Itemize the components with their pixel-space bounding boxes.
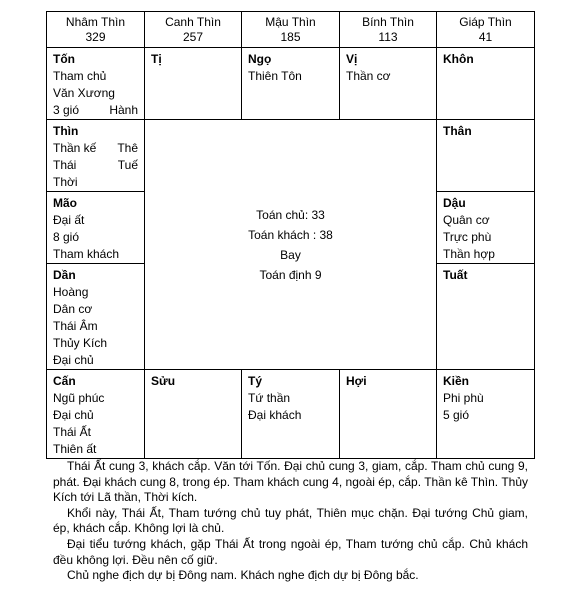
cell-line: Đại khách xyxy=(248,408,302,422)
cell-ngo xyxy=(242,48,340,120)
cell-line: Đại chủ xyxy=(53,353,94,367)
center-line: Toán chủ: 33 xyxy=(256,207,325,222)
paragraph: Thái Ất cung 3, khách cắp. Văn tới Tốn. Đại chủ cung 3, giam, cắp. Tham chủ cung 9, phát. Đại khách cung 8, trong ép. Tham khách cung 4, ngoài ép, cắp. Thần kê Thìn. Thủy Kích tới Lã thần, Thời kích. xyxy=(53,459,528,505)
cell-name: Khôn xyxy=(443,52,474,66)
cell-mao xyxy=(47,192,145,264)
cell-suu xyxy=(145,370,242,459)
cell-name: Dậu xyxy=(443,196,466,210)
center-line: Toán khách : 38 xyxy=(248,227,333,242)
cell-line: Hoàng xyxy=(53,285,89,299)
header-name: Mậu Thìn xyxy=(265,14,316,29)
cell-thin xyxy=(47,120,145,192)
center-line: Toán định 9 xyxy=(259,267,322,282)
chart-row xyxy=(47,370,535,459)
cell-line: Thần hợp xyxy=(443,247,495,261)
cell-line: Đại ất xyxy=(53,213,85,227)
cell-line: Quân cơ xyxy=(443,213,490,227)
header-row xyxy=(47,12,535,48)
cell-ty xyxy=(242,370,340,459)
cell-name: Thân xyxy=(443,124,472,138)
header-value: 41 xyxy=(478,29,493,44)
center-box xyxy=(145,120,437,370)
paragraph: Đại tiểu tướng khách, gặp Thái Ất trong ngoài ép, Tham tướng chủ cắp. Chủ khách đều không lợi. Đều nên cố giữ. xyxy=(53,536,528,567)
header-name: Canh Thìn xyxy=(165,14,221,29)
cell-dau xyxy=(437,192,535,264)
cell-line: Tham chủ xyxy=(53,69,107,83)
cell-line: Tứ thần xyxy=(248,391,291,405)
cell-line: Trực phù xyxy=(443,230,492,244)
cell-name: Kiền xyxy=(443,374,470,388)
chart-row xyxy=(47,48,535,120)
cell-line: Thái xyxy=(53,158,77,172)
cell-line: Hành xyxy=(109,103,138,117)
cell-line: Thần cơ xyxy=(346,69,391,83)
cell-line: Thái Âm xyxy=(53,319,98,333)
cell-line: Tuế xyxy=(117,158,138,172)
header-value: 113 xyxy=(378,29,398,44)
header-value: 185 xyxy=(280,29,301,44)
cell-line: Phi phù xyxy=(443,391,484,405)
cell-hoi xyxy=(340,370,437,459)
center-line: Bay xyxy=(280,247,301,262)
cell-line: Tham khách xyxy=(53,247,120,261)
cell-name: Vị xyxy=(346,52,358,66)
header-value: 329 xyxy=(85,29,106,44)
cell-line: Thái Ất xyxy=(53,425,92,439)
cell-name: Tý xyxy=(248,374,263,388)
cell-name: Tị xyxy=(151,52,162,66)
commentary-text xyxy=(53,459,528,584)
paragraph: Chủ nghe địch dự bị Đông nam. Khách nghe địch dự bị Đông bắc. xyxy=(67,568,419,583)
cell-line: Dân cơ xyxy=(53,302,93,316)
cell-ti xyxy=(145,48,242,120)
cell-than xyxy=(437,120,535,192)
thai-at-chart xyxy=(46,11,535,459)
cell-line: Thủy Kích xyxy=(53,336,108,350)
cell-khon xyxy=(437,48,535,120)
cell-line: Ngũ phúc xyxy=(53,391,105,405)
header-cell xyxy=(47,12,145,48)
cell-line: Thời xyxy=(53,175,78,189)
cell-name: Tuất xyxy=(443,268,468,282)
cell-name: Sửu xyxy=(151,374,176,388)
header-cell xyxy=(437,12,535,48)
cell-tuat xyxy=(437,264,535,370)
cell-line: 3 gió xyxy=(53,103,80,117)
header-cell xyxy=(145,12,242,48)
cell-line: Thần kế xyxy=(53,141,97,155)
cell-name: Mão xyxy=(53,196,77,210)
paragraph: Khổi này, Thái Ất, Tham tướng chủ tuy phát, Thiên mục chặn. Đại tướng Chủ giam, ép, khách cắp. Không lợi là chủ. xyxy=(53,505,528,536)
chart-row xyxy=(47,120,535,192)
header-cell xyxy=(340,12,437,48)
cell-name: Ngọ xyxy=(248,52,272,66)
header-name: Nhâm Thìn xyxy=(65,14,126,29)
cell-vi xyxy=(340,48,437,120)
header-cell xyxy=(242,12,340,48)
cell-line: Thiên ất xyxy=(53,442,97,456)
header-name: Giáp Thìn xyxy=(459,14,512,29)
cell-line: Văn Xương xyxy=(53,86,115,100)
cell-name: Tốn xyxy=(53,52,75,66)
header-value: 257 xyxy=(182,29,204,44)
cell-name: Thìn xyxy=(53,124,79,138)
cell-line: 5 gió xyxy=(443,408,470,422)
cell-name: Hợi xyxy=(346,374,367,388)
cell-line: Đại chủ xyxy=(53,408,94,422)
header-name: Bính Thìn xyxy=(362,14,414,29)
cell-line: Thê xyxy=(117,141,138,155)
cell-ton xyxy=(47,48,145,120)
cell-dan xyxy=(47,264,145,370)
cell-kien xyxy=(437,370,535,459)
cell-name: Cấn xyxy=(53,374,76,388)
cell-can xyxy=(47,370,145,459)
cell-line: 8 gió xyxy=(53,230,80,244)
cell-line: Thiên Tôn xyxy=(248,69,302,83)
cell-name: Dần xyxy=(53,268,76,282)
